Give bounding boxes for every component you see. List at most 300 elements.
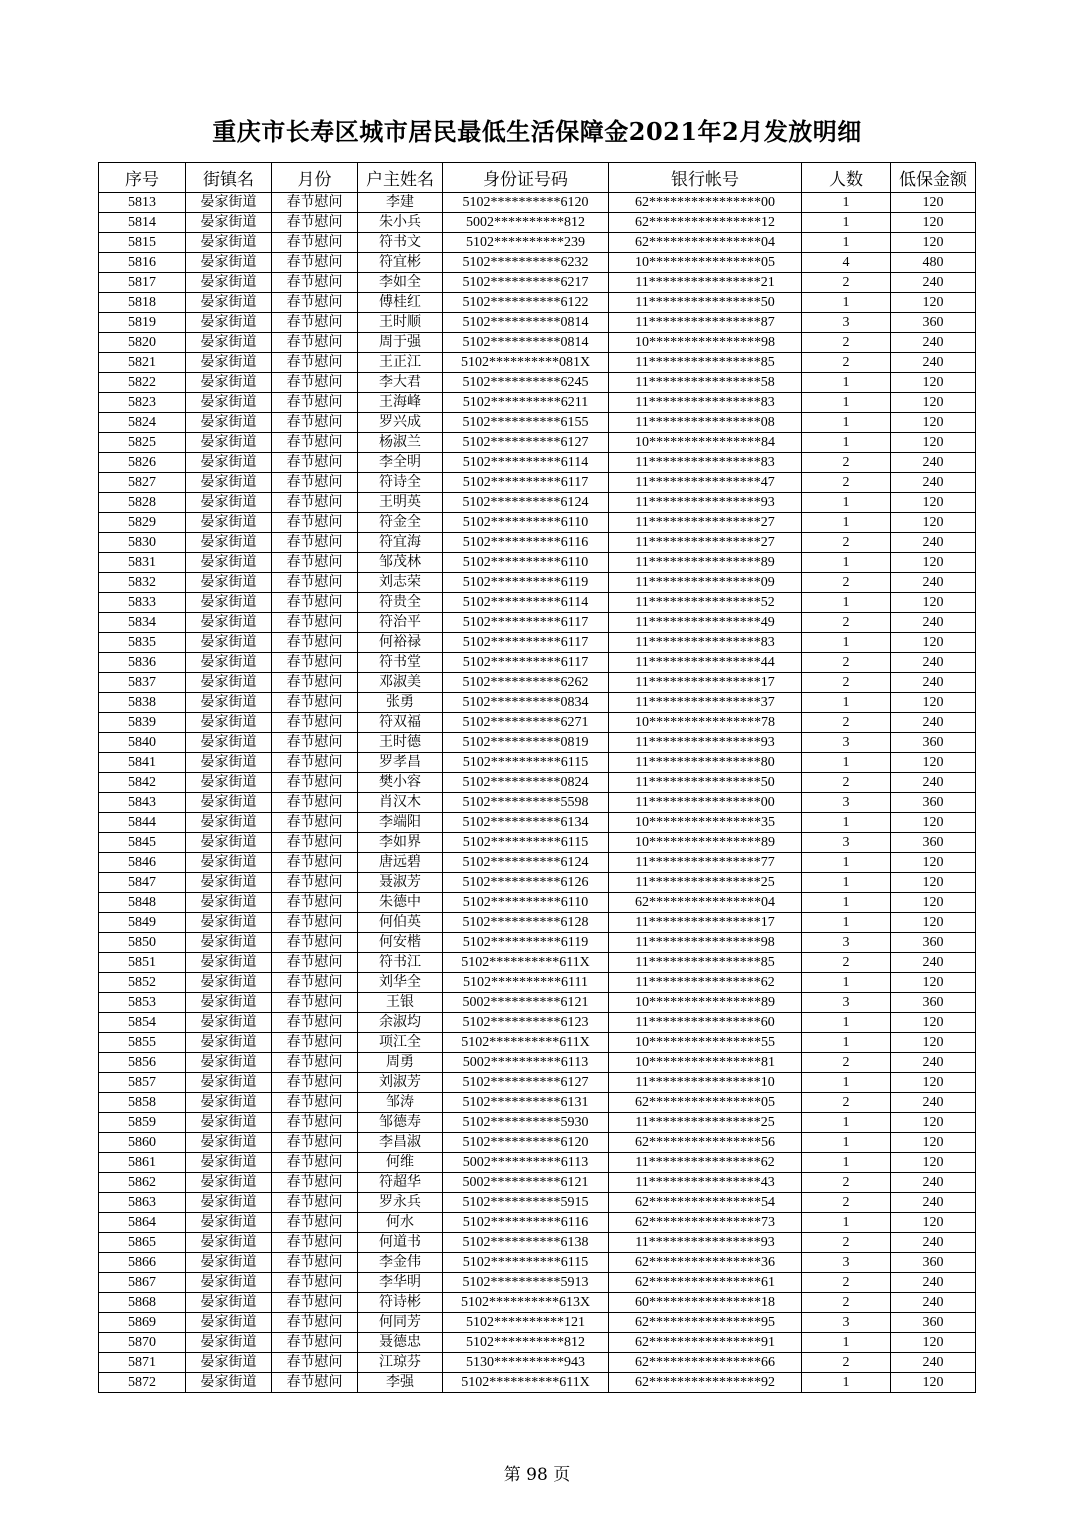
cell-people: 1 (802, 193, 891, 213)
cell-householder: 李强 (358, 1373, 443, 1393)
cell-id-number: 5102**********5930 (443, 1113, 609, 1133)
table-row (99, 1353, 976, 1373)
cell-id-number: 5102**********6120 (443, 193, 609, 213)
cell-people: 1 (802, 873, 891, 893)
cell-month: 春节慰问 (272, 533, 358, 553)
table-row (99, 333, 976, 353)
cell-bank-account: 11****************85 (609, 953, 802, 973)
cell-id-number: 5102**********6155 (443, 413, 609, 433)
cell-householder: 符金全 (358, 513, 443, 533)
cell-town: 晏家街道 (186, 833, 272, 853)
cell-amount: 240 (891, 453, 976, 473)
header-householder: 户主姓名 (358, 163, 443, 193)
cell-householder: 何维 (358, 1153, 443, 1173)
cell-amount: 240 (891, 953, 976, 973)
cell-month: 春节慰问 (272, 333, 358, 353)
table-row (99, 753, 976, 773)
cell-serial: 5844 (99, 813, 186, 833)
cell-id-number: 5102**********0819 (443, 733, 609, 753)
cell-month: 春节慰问 (272, 233, 358, 253)
table-row (99, 433, 976, 453)
cell-town: 晏家街道 (186, 673, 272, 693)
cell-town: 晏家街道 (186, 193, 272, 213)
cell-town: 晏家街道 (186, 1073, 272, 1093)
cell-amount: 120 (891, 233, 976, 253)
cell-amount: 360 (891, 833, 976, 853)
cell-town: 晏家街道 (186, 853, 272, 873)
cell-month: 春节慰问 (272, 1113, 358, 1133)
cell-householder: 符贵全 (358, 593, 443, 613)
cell-people: 1 (802, 1333, 891, 1353)
cell-town: 晏家街道 (186, 1153, 272, 1173)
cell-people: 1 (802, 1133, 891, 1153)
cell-serial: 5829 (99, 513, 186, 533)
cell-id-number: 5102**********5915 (443, 1193, 609, 1213)
cell-amount: 120 (891, 393, 976, 413)
cell-amount: 360 (891, 313, 976, 333)
table-row (99, 993, 976, 1013)
cell-id-number: 5102**********6131 (443, 1093, 609, 1113)
cell-id-number: 5102**********6124 (443, 853, 609, 873)
cell-bank-account: 62****************04 (609, 233, 802, 253)
cell-amount: 120 (891, 853, 976, 873)
cell-month: 春节慰问 (272, 193, 358, 213)
cell-householder: 朱小兵 (358, 213, 443, 233)
cell-serial: 5833 (99, 593, 186, 613)
cell-people: 3 (802, 313, 891, 333)
cell-id-number: 5102**********6122 (443, 293, 609, 313)
cell-householder: 邹涛 (358, 1093, 443, 1113)
cell-householder: 王银 (358, 993, 443, 1013)
cell-householder: 聂德忠 (358, 1333, 443, 1353)
cell-serial: 5831 (99, 553, 186, 573)
cell-amount: 120 (891, 293, 976, 313)
cell-people: 3 (802, 1253, 891, 1273)
cell-householder: 符诗彬 (358, 1293, 443, 1313)
cell-town: 晏家街道 (186, 413, 272, 433)
table-row (99, 1113, 976, 1133)
cell-town: 晏家街道 (186, 1293, 272, 1313)
cell-serial: 5824 (99, 413, 186, 433)
cell-town: 晏家街道 (186, 953, 272, 973)
cell-people: 2 (802, 1293, 891, 1313)
table-row (99, 813, 976, 833)
cell-householder: 符宜海 (358, 533, 443, 553)
cell-month: 春节慰问 (272, 1093, 358, 1113)
cell-householder: 李昌淑 (358, 1133, 443, 1153)
cell-id-number: 5102**********0814 (443, 313, 609, 333)
cell-town: 晏家街道 (186, 873, 272, 893)
cell-month: 春节慰问 (272, 633, 358, 653)
cell-amount: 120 (891, 873, 976, 893)
cell-month: 春节慰问 (272, 913, 358, 933)
cell-bank-account: 11****************09 (609, 573, 802, 593)
cell-id-number: 5002**********6121 (443, 993, 609, 1013)
table-row (99, 613, 976, 633)
cell-householder: 傅桂红 (358, 293, 443, 313)
table-row (99, 693, 976, 713)
cell-month: 春节慰问 (272, 1193, 358, 1213)
cell-householder: 唐远碧 (358, 853, 443, 873)
cell-id-number: 5102**********6217 (443, 273, 609, 293)
cell-id-number: 5002**********6121 (443, 1173, 609, 1193)
cell-id-number: 5102**********6232 (443, 253, 609, 273)
cell-people: 1 (802, 633, 891, 653)
cell-bank-account: 62****************61 (609, 1273, 802, 1293)
cell-amount: 240 (891, 1193, 976, 1213)
cell-month: 春节慰问 (272, 873, 358, 893)
header-people: 人数 (802, 163, 891, 193)
cell-amount: 120 (891, 813, 976, 833)
cell-month: 春节慰问 (272, 1153, 358, 1173)
cell-people: 3 (802, 993, 891, 1013)
cell-month: 春节慰问 (272, 753, 358, 773)
table-row (99, 1233, 976, 1253)
cell-serial: 5869 (99, 1313, 186, 1333)
cell-householder: 符书江 (358, 953, 443, 973)
cell-month: 春节慰问 (272, 313, 358, 333)
cell-amount: 240 (891, 353, 976, 373)
cell-serial: 5816 (99, 253, 186, 273)
cell-id-number: 5102**********611X (443, 1373, 609, 1393)
table-body (99, 193, 976, 1393)
cell-month: 春节慰问 (272, 1233, 358, 1253)
cell-bank-account: 11****************25 (609, 873, 802, 893)
cell-householder: 符治平 (358, 613, 443, 633)
table-row (99, 1193, 976, 1213)
cell-bank-account: 11****************89 (609, 553, 802, 573)
cell-amount: 120 (891, 493, 976, 513)
cell-id-number: 5102**********6114 (443, 593, 609, 613)
table-row (99, 773, 976, 793)
table-row (99, 313, 976, 333)
cell-householder: 李华明 (358, 1273, 443, 1293)
cell-bank-account: 11****************25 (609, 1113, 802, 1133)
cell-id-number: 5102**********6128 (443, 913, 609, 933)
cell-month: 春节慰问 (272, 693, 358, 713)
cell-bank-account: 11****************93 (609, 493, 802, 513)
cell-month: 春节慰问 (272, 433, 358, 453)
cell-people: 2 (802, 453, 891, 473)
cell-amount: 120 (891, 913, 976, 933)
cell-householder: 江琼芬 (358, 1353, 443, 1373)
cell-people: 3 (802, 833, 891, 853)
cell-amount: 120 (891, 513, 976, 533)
cell-householder: 符书文 (358, 233, 443, 253)
cell-id-number: 5102**********6211 (443, 393, 609, 413)
cell-id-number: 5102**********611X (443, 953, 609, 973)
cell-month: 春节慰问 (272, 1373, 358, 1393)
cell-householder: 李端阳 (358, 813, 443, 833)
cell-people: 1 (802, 1113, 891, 1133)
cell-people: 1 (802, 393, 891, 413)
table-row (99, 1053, 976, 1073)
table-row (99, 1333, 976, 1353)
cell-bank-account: 11****************27 (609, 533, 802, 553)
cell-amount: 360 (891, 733, 976, 753)
cell-town: 晏家街道 (186, 1273, 272, 1293)
cell-month: 春节慰问 (272, 413, 358, 433)
cell-town: 晏家街道 (186, 633, 272, 653)
cell-people: 1 (802, 1033, 891, 1053)
cell-town: 晏家街道 (186, 553, 272, 573)
cell-householder: 符宜彬 (358, 253, 443, 273)
cell-people: 1 (802, 433, 891, 453)
cell-town: 晏家街道 (186, 1353, 272, 1373)
cell-amount: 120 (891, 593, 976, 613)
cell-town: 晏家街道 (186, 773, 272, 793)
cell-serial: 5858 (99, 1093, 186, 1113)
cell-serial: 5814 (99, 213, 186, 233)
cell-id-number: 5102**********6117 (443, 473, 609, 493)
cell-month: 春节慰问 (272, 853, 358, 873)
cell-serial: 5853 (99, 993, 186, 1013)
cell-householder: 余淑均 (358, 1013, 443, 1033)
cell-householder: 项江全 (358, 1033, 443, 1053)
table-row (99, 933, 976, 953)
cell-people: 1 (802, 593, 891, 613)
cell-bank-account: 11****************93 (609, 733, 802, 753)
table-row (99, 1033, 976, 1053)
cell-id-number: 5102**********6134 (443, 813, 609, 833)
cell-id-number: 5102**********081X (443, 353, 609, 373)
cell-month: 春节慰问 (272, 373, 358, 393)
cell-id-number: 5102**********6117 (443, 653, 609, 673)
cell-serial: 5815 (99, 233, 186, 253)
cell-town: 晏家街道 (186, 373, 272, 393)
cell-serial: 5837 (99, 673, 186, 693)
cell-town: 晏家街道 (186, 1033, 272, 1053)
cell-id-number: 5102**********0824 (443, 773, 609, 793)
cell-bank-account: 11****************62 (609, 1153, 802, 1173)
header-serial: 序号 (99, 163, 186, 193)
cell-amount: 360 (891, 933, 976, 953)
cell-town: 晏家街道 (186, 653, 272, 673)
cell-bank-account: 11****************83 (609, 393, 802, 413)
cell-amount: 240 (891, 573, 976, 593)
cell-town: 晏家街道 (186, 1053, 272, 1073)
table-row (99, 833, 976, 853)
cell-serial: 5851 (99, 953, 186, 973)
cell-householder: 刘淑芳 (358, 1073, 443, 1093)
cell-householder: 罗永兵 (358, 1193, 443, 1213)
cell-bank-account: 11****************77 (609, 853, 802, 873)
cell-people: 4 (802, 253, 891, 273)
cell-town: 晏家街道 (186, 733, 272, 753)
cell-people: 1 (802, 553, 891, 573)
cell-id-number: 5002**********6113 (443, 1053, 609, 1073)
cell-serial: 5861 (99, 1153, 186, 1173)
cell-month: 春节慰问 (272, 1353, 358, 1373)
cell-town: 晏家街道 (186, 453, 272, 473)
table-row (99, 533, 976, 553)
cell-amount: 120 (891, 213, 976, 233)
cell-householder: 罗孝昌 (358, 753, 443, 773)
header-amount: 低保金额 (891, 163, 976, 193)
cell-people: 1 (802, 413, 891, 433)
cell-people: 2 (802, 953, 891, 973)
table-row (99, 1173, 976, 1193)
cell-amount: 120 (891, 1373, 976, 1393)
cell-householder: 肖汉木 (358, 793, 443, 813)
table-row (99, 873, 976, 893)
page-number: 第 98 页 (503, 1465, 571, 1485)
cell-serial: 5849 (99, 913, 186, 933)
cell-householder: 符诗全 (358, 473, 443, 493)
cell-id-number: 5102**********121 (443, 1313, 609, 1333)
cell-people: 1 (802, 813, 891, 833)
cell-bank-account: 11****************85 (609, 353, 802, 373)
table-row (99, 893, 976, 913)
table-row (99, 653, 976, 673)
cell-bank-account: 11****************27 (609, 513, 802, 533)
cell-amount: 360 (891, 993, 976, 1013)
cell-people: 2 (802, 573, 891, 593)
cell-amount: 240 (891, 1273, 976, 1293)
cell-amount: 240 (891, 1173, 976, 1193)
cell-householder: 王正江 (358, 353, 443, 373)
cell-bank-account: 10****************89 (609, 833, 802, 853)
cell-people: 2 (802, 473, 891, 493)
cell-month: 春节慰问 (272, 1173, 358, 1193)
cell-month: 春节慰问 (272, 833, 358, 853)
cell-householder: 李金伟 (358, 1253, 443, 1273)
table-row (99, 713, 976, 733)
cell-bank-account: 62****************95 (609, 1313, 802, 1333)
cell-town: 晏家街道 (186, 993, 272, 1013)
cell-month: 春节慰问 (272, 953, 358, 973)
cell-id-number: 5102**********6110 (443, 553, 609, 573)
cell-people: 1 (802, 1153, 891, 1173)
cell-people: 1 (802, 1373, 891, 1393)
cell-people: 1 (802, 513, 891, 533)
header-id-number: 身份证号码 (443, 163, 609, 193)
table-row (99, 1213, 976, 1233)
cell-bank-account: 10****************35 (609, 813, 802, 833)
cell-town: 晏家街道 (186, 613, 272, 633)
cell-town: 晏家街道 (186, 1173, 272, 1193)
cell-serial: 5822 (99, 373, 186, 393)
cell-serial: 5862 (99, 1173, 186, 1193)
cell-id-number: 5102**********6123 (443, 1013, 609, 1033)
cell-householder: 何水 (358, 1213, 443, 1233)
cell-serial: 5842 (99, 773, 186, 793)
cell-people: 2 (802, 1353, 891, 1373)
cell-bank-account: 62****************00 (609, 193, 802, 213)
cell-amount: 240 (891, 1093, 976, 1113)
cell-bank-account: 11****************98 (609, 933, 802, 953)
table-row (99, 393, 976, 413)
cell-bank-account: 62****************91 (609, 1333, 802, 1353)
cell-people: 2 (802, 613, 891, 633)
cell-people: 1 (802, 1013, 891, 1033)
cell-serial: 5856 (99, 1053, 186, 1073)
cell-id-number: 5102**********6245 (443, 373, 609, 393)
cell-id-number: 5102**********6115 (443, 753, 609, 773)
cell-town: 晏家街道 (186, 253, 272, 273)
cell-amount: 120 (891, 1113, 976, 1133)
table-row (99, 1273, 976, 1293)
table-row (99, 953, 976, 973)
cell-bank-account: 11****************17 (609, 913, 802, 933)
table-row (99, 1313, 976, 1333)
cell-serial: 5872 (99, 1373, 186, 1393)
cell-householder: 樊小容 (358, 773, 443, 793)
cell-householder: 邓淑美 (358, 673, 443, 693)
cell-town: 晏家街道 (186, 1213, 272, 1233)
cell-town: 晏家街道 (186, 893, 272, 913)
cell-month: 春节慰问 (272, 1293, 358, 1313)
cell-serial: 5817 (99, 273, 186, 293)
table-row (99, 213, 976, 233)
cell-month: 春节慰问 (272, 1033, 358, 1053)
cell-month: 春节慰问 (272, 993, 358, 1013)
table-row (99, 353, 976, 373)
cell-id-number: 5102**********6111 (443, 973, 609, 993)
cell-id-number: 5102**********239 (443, 233, 609, 253)
cell-id-number: 5102**********6126 (443, 873, 609, 893)
cell-month: 春节慰问 (272, 493, 358, 513)
cell-id-number: 5102**********6115 (443, 1253, 609, 1273)
cell-town: 晏家街道 (186, 713, 272, 733)
cell-serial: 5860 (99, 1133, 186, 1153)
cell-serial: 5820 (99, 333, 186, 353)
table-row (99, 553, 976, 573)
cell-town: 晏家街道 (186, 1313, 272, 1333)
cell-town: 晏家街道 (186, 1113, 272, 1133)
cell-id-number: 5102**********5598 (443, 793, 609, 813)
table-row (99, 1073, 976, 1093)
table-row (99, 573, 976, 593)
cell-town: 晏家街道 (186, 1013, 272, 1033)
table-row (99, 373, 976, 393)
cell-town: 晏家街道 (186, 513, 272, 533)
cell-serial: 5859 (99, 1113, 186, 1133)
cell-town: 晏家街道 (186, 273, 272, 293)
cell-householder: 符书堂 (358, 653, 443, 673)
cell-householder: 张勇 (358, 693, 443, 713)
cell-town: 晏家街道 (186, 213, 272, 233)
cell-month: 春节慰问 (272, 893, 358, 913)
cell-amount: 240 (891, 473, 976, 493)
cell-people: 1 (802, 973, 891, 993)
cell-bank-account: 11****************80 (609, 753, 802, 773)
cell-id-number: 5102**********0814 (443, 333, 609, 353)
cell-month: 春节慰问 (272, 673, 358, 693)
cell-bank-account: 62****************54 (609, 1193, 802, 1213)
table-header-row (99, 163, 976, 193)
cell-serial: 5826 (99, 453, 186, 473)
table-row (99, 1253, 976, 1273)
cell-town: 晏家街道 (186, 533, 272, 553)
cell-month: 春节慰问 (272, 933, 358, 953)
cell-bank-account: 11****************21 (609, 273, 802, 293)
cell-householder: 何安楷 (358, 933, 443, 953)
cell-id-number: 5102**********5913 (443, 1273, 609, 1293)
cell-serial: 5821 (99, 353, 186, 373)
cell-amount: 240 (891, 1293, 976, 1313)
cell-amount: 240 (891, 333, 976, 353)
table-row (99, 493, 976, 513)
cell-serial: 5823 (99, 393, 186, 413)
cell-people: 2 (802, 1233, 891, 1253)
table-row (99, 973, 976, 993)
cell-bank-account: 11****************60 (609, 1013, 802, 1033)
cell-id-number: 5102**********6117 (443, 613, 609, 633)
cell-people: 2 (802, 773, 891, 793)
cell-people: 2 (802, 1193, 891, 1213)
cell-people: 2 (802, 1093, 891, 1113)
